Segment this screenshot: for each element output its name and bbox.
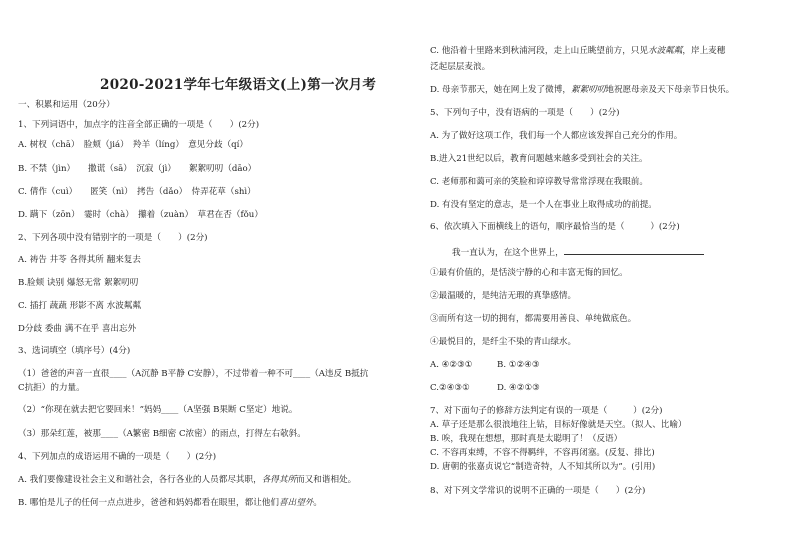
- q2-option-a: A. 祷告 井苓 各得其所 翻来复去: [18, 255, 141, 265]
- q4-option-c-line1: [430, 46, 725, 57]
- q6-sentence-1: ①最有价值的，是恬淡宁静的心和丰富无悔的回忆。: [430, 268, 628, 278]
- q5-option-d: D. 有没有坚定的意志，是一个人在事业上取得成功的前提。: [430, 200, 657, 210]
- q7-option-b: B. 唉，我现在想想，那时真是太聪明了！（反语）: [430, 434, 623, 444]
- q3-item3: （3）那朵红莲，被那____（A繁密 B细密 C浓密）的雨点，打得左右欹斜。: [18, 429, 306, 439]
- q6-sentence-2: ②最温暖的，是纯洁无瑕的真挚感情。: [430, 291, 577, 301]
- q2-stem: 2、下列各项中没有错别字的一项是（ ）(2分): [18, 233, 208, 243]
- q4-c-text: C. 他沿着十里路来到秋浦河段，走上山丘眺望前方，只见: [430, 46, 648, 56]
- q7-option-d: D. 唐朝的张嘉贞说它“制造奇特，人不知其所以为”。(引用): [430, 462, 656, 472]
- q4-a-text: A. 我们要像建设社会主义和谐社会，各行各业的人员都尽其职，: [18, 475, 262, 485]
- q5-stem: 5、下列句子中，没有语病的一项是（ ）(2分): [430, 108, 620, 118]
- q4-d-text: D. 母亲节那天，她在网上发了微博，: [430, 85, 571, 95]
- q7-stem: 7、对下面句子的修辞方法判定有误的一项是（ ）(2分): [430, 406, 663, 416]
- q4-option-a: [18, 475, 356, 486]
- q2-option-b: B.脸颊 诀别 爆怒无常 絮絮叨叨: [18, 278, 139, 288]
- q6-option-a: A. ④②③①: [430, 360, 473, 370]
- q4-a-idiom: 各得其所: [261, 475, 297, 485]
- q3-item1-line2: C抗拒）的力量。: [18, 383, 85, 393]
- q1-option-a: A. 树杈（chā） 脸颊（jiá） 羚羊（líng） 意见分歧（qí）: [18, 140, 249, 150]
- q4-d-tail: 地祝愿母亲及天下母亲节日快乐。: [605, 85, 735, 95]
- q6-option-b: B. ①②④③: [497, 360, 540, 370]
- q6-option-d: D. ④②①③: [497, 383, 540, 393]
- q1-stem: 1、下列词语中，加点字的注音全部正确的一项是（ ）(2分): [18, 120, 260, 130]
- q1-option-d: D. 蹒下（zōn） 霎时（chà） 攥着（zuàn） 草君在否（fǒu）: [18, 210, 263, 220]
- q4-a-tail: 而又和谐相处。: [296, 475, 357, 485]
- q6-lead-text: 我一直认为，在这个世界上，: [452, 248, 564, 258]
- q3-item1-line1: （1）爸爸的声音一直很____（A沉静 B平静 C安静），不过带着一种不可____（A违反 B抵抗: [18, 369, 369, 379]
- q2-option-d: D分歧 委曲 满不在乎 喜出忘外: [18, 324, 137, 334]
- exam-title: 2020-2021学年七年级语文(上)第一次月考: [100, 77, 377, 93]
- q4-b-idiom: 喜出望外: [279, 498, 314, 508]
- q6-sentence-4: ④最悦目的，是纤尘不染的青山绿水。: [430, 337, 577, 347]
- section-heading: 一、积累和运用（20分）: [18, 100, 115, 110]
- q6-blank: [564, 245, 704, 255]
- q6-stem: 6、依次填入下面横线上的语句，顺序最恰当的是（ ）(2分): [430, 222, 680, 232]
- q2-option-c: C. 插打 蔬蔬 形影不离 水波粼粼: [18, 301, 142, 311]
- q4-c-tail: ，岸上麦穗: [682, 46, 726, 56]
- q4-c-idiom: 水波粼粼: [647, 46, 683, 56]
- q5-option-a: A. 为了做好这项工作，我们每一个人都应该发挥自己充分的作用。: [430, 131, 683, 141]
- q4-stem: 4、下列加点的成语运用不确的一项是（ ）(2分): [18, 452, 217, 462]
- q1-option-c: C. 倩作（cuì） 匿笑（nì） 拷告（dǎo） 侍弄花草（shì）: [18, 187, 256, 197]
- q6-sentence-3: ③而所有这一切的拥有，都需要用善良、单纯做底色。: [430, 314, 637, 324]
- q6-lead: [452, 245, 704, 259]
- q4-d-idiom: 絮絮叨叨: [570, 85, 606, 95]
- q3-stem: 3、选词填空（填序号）(4分): [18, 346, 131, 356]
- q5-option-c: C. 老师那和蔼可亲的笑脸和谆谆教导常常浮现在我眼前。: [430, 177, 648, 187]
- q4-option-d: [430, 85, 734, 96]
- q3-item2: （2）“你现在就去把它要回来！”妈妈____（A坚强 B果断 C坚定）地说。: [18, 405, 298, 415]
- q7-option-a: A. 草子还是那么很浪地往上钻，目标好像就是天空。（拟人、比喻）: [430, 420, 687, 430]
- q4-b-tail: 。: [313, 498, 322, 508]
- q5-option-b: B.进入21世纪以后，教育问题越来越多受到社会的关注。: [430, 154, 648, 164]
- q4-option-b: [18, 498, 322, 509]
- q1-option-b: B. 不禁（jìn） 撒谎（sā） 沉寂（jì） 絮絮叨叨（dāo）: [18, 164, 257, 174]
- q4-b-text: B. 哪怕是儿子的任何一点点进步，爸爸和妈妈都看在眼里，都让他们: [18, 498, 279, 508]
- q7-option-c: C. 不容再束缚，不容不得羁绊，不容再闭塞。(反复、排比): [430, 448, 655, 458]
- q4-option-c-line2: 泛起层层麦浪。: [430, 62, 491, 72]
- q8-stem: 8、对下列文学常识的说明不正确的一项是（ ）(2分): [430, 486, 646, 496]
- q6-option-c: C.②④③①: [430, 383, 470, 393]
